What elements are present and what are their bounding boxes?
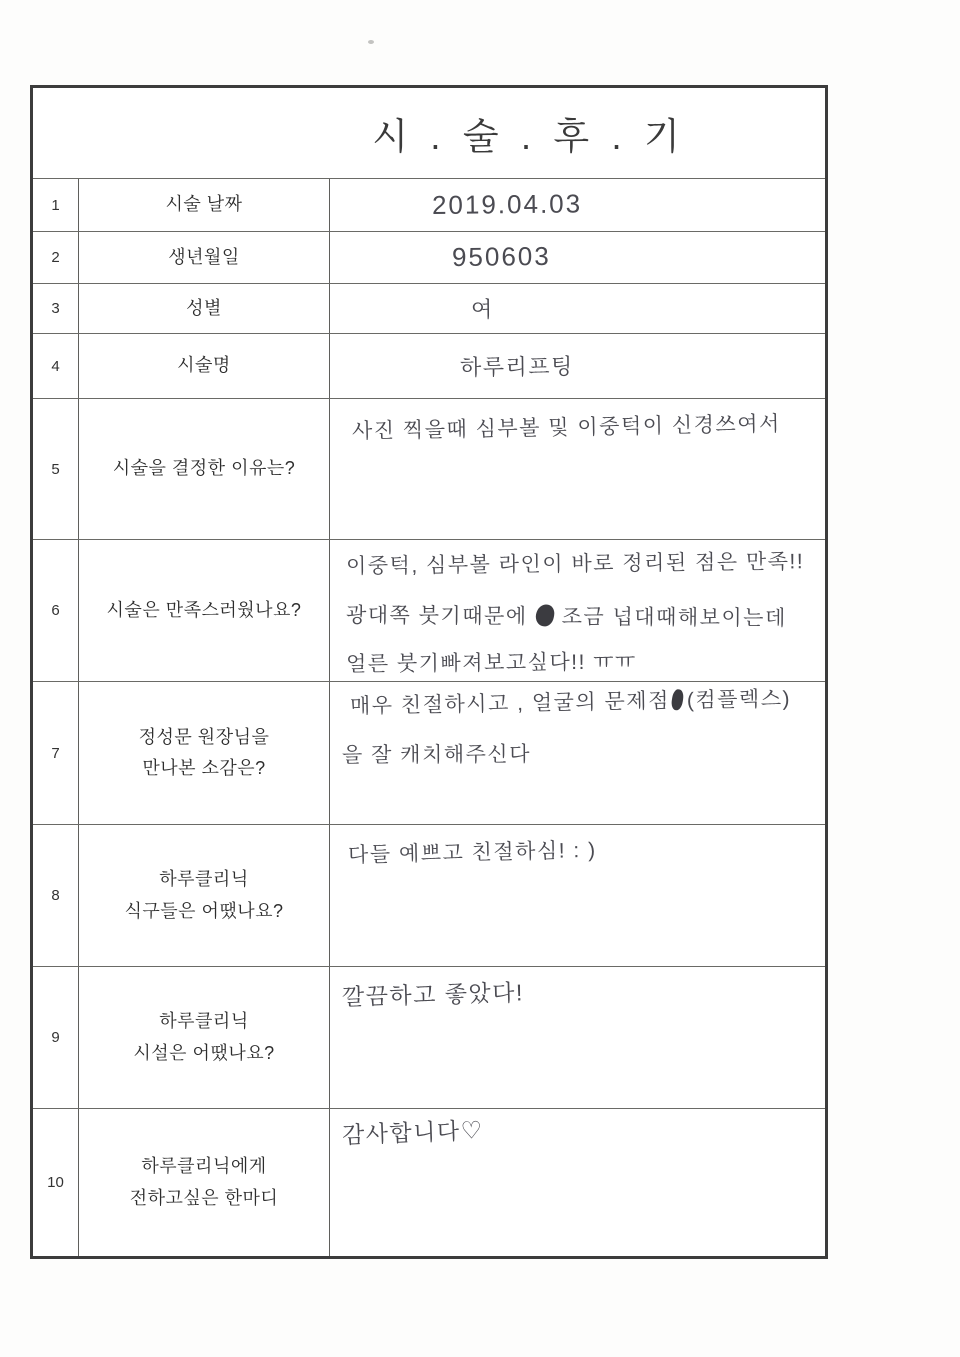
row-number: 5 — [33, 399, 79, 539]
handwritten-answer-gender: 여 — [470, 296, 494, 322]
scan-artifact-dot — [368, 40, 374, 44]
row-number: 6 — [33, 540, 79, 681]
table-row — [33, 539, 825, 681]
question-label — [79, 967, 330, 1108]
handwritten-text: (컴플렉스) — [686, 687, 792, 713]
handwritten-answer-satisfaction-line1: 이중턱, 심부볼 라인이 바로 정리된 점은 만족!! — [345, 550, 805, 578]
question-label: 생년월일 — [79, 232, 330, 283]
question-label — [79, 1109, 330, 1256]
question-label — [79, 682, 330, 824]
table-row — [33, 333, 825, 398]
question-label-line1: 하루클리닉 — [159, 869, 249, 889]
question-label: 시술을 결정한 이유는? — [79, 399, 330, 539]
row-number: 10 — [33, 1109, 79, 1256]
heart-doodle-icon: ♡ — [460, 1117, 485, 1145]
handwritten-answer-message — [341, 1109, 817, 1150]
question-label-line2: 시설은 어땠나요? — [133, 1042, 275, 1063]
handwritten-answer-procedure-name: 하루리프팅 — [459, 353, 574, 380]
handwritten-answer-staff: 다들 예쁘고 친절하심! : ) — [347, 838, 597, 867]
question-label — [79, 825, 330, 966]
handwritten-text: 광대쪽 붓기때문에 — [345, 604, 528, 629]
table-row — [33, 966, 825, 1108]
handwritten-answer-doctor-line2: 을 잘 캐치해주신다 — [341, 743, 532, 767]
row-number: 7 — [33, 682, 79, 824]
handwritten-answer-facility: 깔끔하고 좋았다! — [341, 979, 525, 1010]
handwritten-text: 조금 넙대때해보이는데 — [561, 605, 787, 631]
handwritten-answer-doctor-line1 — [350, 682, 817, 720]
table-row — [33, 398, 825, 539]
table-row — [33, 681, 825, 824]
question-label: 시술은 만족스러웠나요? — [79, 540, 330, 681]
question-label-line2: 전하고싶은 한마디 — [129, 1187, 279, 1208]
handwritten-answer-reason: 사진 찍을때 심부볼 및 이중턱이 신경쓰여서 — [351, 412, 781, 443]
ink-scribble-blob — [670, 689, 684, 711]
form-title: 시 . 술 . 후 . 기 — [372, 116, 686, 157]
handwritten-text: 감사합니다 — [341, 1117, 462, 1148]
ink-scribble-blob — [534, 603, 556, 628]
handwritten-answer-birthdate: 950603 — [451, 240, 551, 272]
handwritten-answer-date: 2019.04.03 — [431, 187, 583, 220]
handwritten-answer-satisfaction-line2 — [346, 599, 817, 633]
handwritten-text: 매우 친절하시고 , 얼굴의 문제점 — [349, 689, 671, 718]
table-row — [33, 824, 825, 966]
question-label: 성별 — [79, 284, 330, 333]
question-label-line2: 만나본 소감은? — [142, 758, 266, 778]
question-label-line1: 정성문 원장님을 — [138, 726, 270, 747]
question-label-line2: 식구들은 어땠나요? — [124, 900, 284, 921]
question-label: 시술 날짜 — [79, 179, 330, 231]
row-number: 4 — [33, 334, 79, 398]
row-number: 1 — [33, 179, 79, 231]
question-label-line1: 하루클리닉 — [159, 1011, 249, 1031]
row-number: 3 — [33, 284, 79, 333]
table-row — [33, 283, 825, 333]
question-label-line1: 하루클리닉에게 — [141, 1156, 267, 1176]
title-row — [33, 88, 825, 178]
table-row — [33, 178, 825, 231]
question-label: 시술명 — [79, 334, 330, 398]
handwritten-answer-satisfaction-line3: 얼른 붓기빠져보고싶다!! ㅠㅠ — [345, 650, 637, 677]
row-number: 8 — [33, 825, 79, 966]
table-row — [33, 231, 825, 283]
row-number: 9 — [33, 967, 79, 1108]
table-row — [33, 1108, 825, 1256]
row-number: 2 — [33, 232, 79, 283]
review-form-table — [30, 85, 828, 1259]
